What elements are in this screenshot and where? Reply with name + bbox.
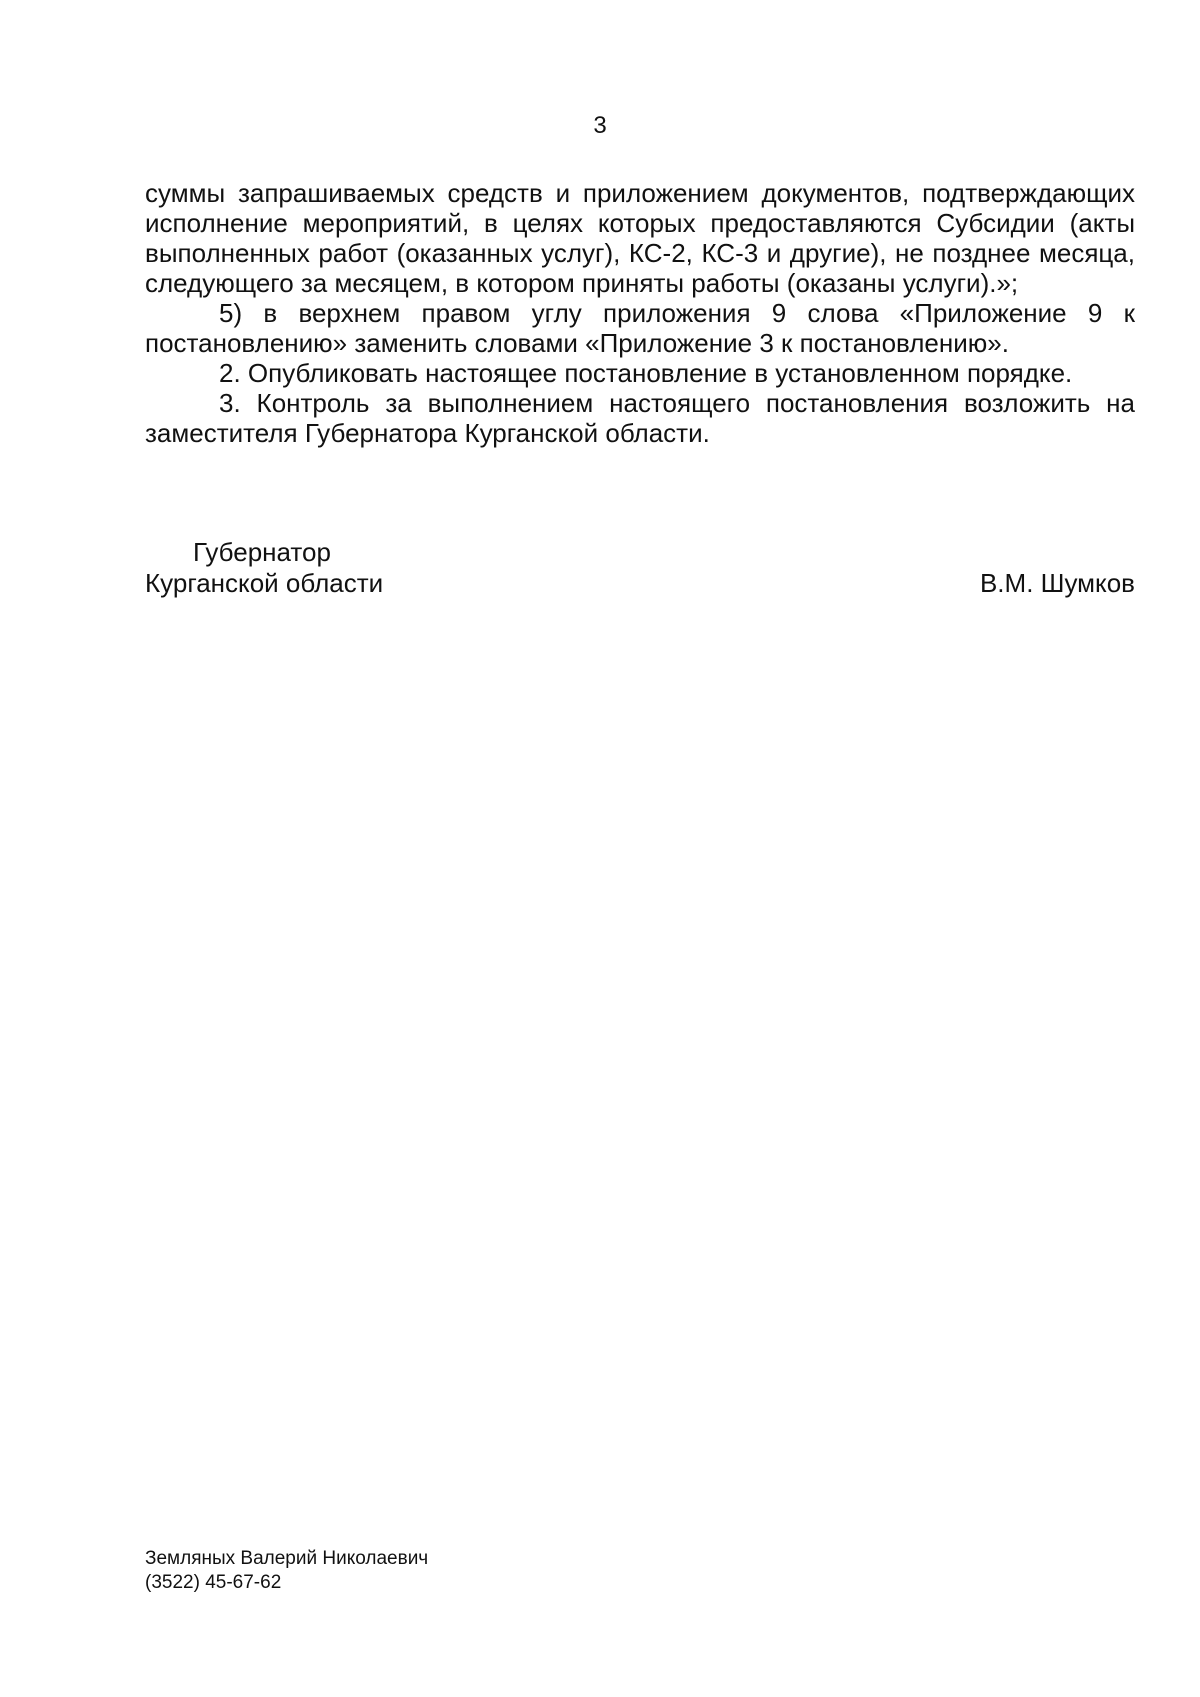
document-body bbox=[145, 178, 1135, 448]
signatory-name: В.М. Шумков bbox=[979, 568, 1135, 598]
signature-block bbox=[145, 537, 1135, 599]
executor-name: Земляных Валерий Николаевич bbox=[145, 1548, 429, 1569]
signatory-title: Губернатор bbox=[193, 537, 331, 567]
paragraph-continuation: суммы запрашиваемых средств и приложением документов, подтверждающих исполнение мероприятий, в целях которых предоставляются Субсидии (акты выполненных работ (оказанных услуг), КС-2, КС-3 и другие), не позднее месяца, следующего за месяцем, в котором приняты работы (оказаны услуги).»; bbox=[145, 178, 1135, 298]
page-number: 3 bbox=[593, 112, 607, 139]
executor-phone: (3522) 45-67-62 bbox=[145, 1572, 282, 1593]
paragraph-item-3: 3. Контроль за выполнением настоящего постановления возложить на заместителя Губернатора Курганской области. bbox=[145, 388, 1135, 448]
paragraph-item-5: 5) в верхнем правом углу приложения 9 слова «Приложение 9 к постановлению» заменить словами «Приложение 3 к постановлению». bbox=[145, 298, 1135, 358]
signature-row bbox=[145, 568, 1135, 599]
signatory-region: Курганской области bbox=[145, 568, 384, 598]
paragraph-item-2: 2. Опубликовать настоящее постановление в установленном порядке. bbox=[219, 358, 1073, 388]
executor-info bbox=[145, 1547, 428, 1595]
